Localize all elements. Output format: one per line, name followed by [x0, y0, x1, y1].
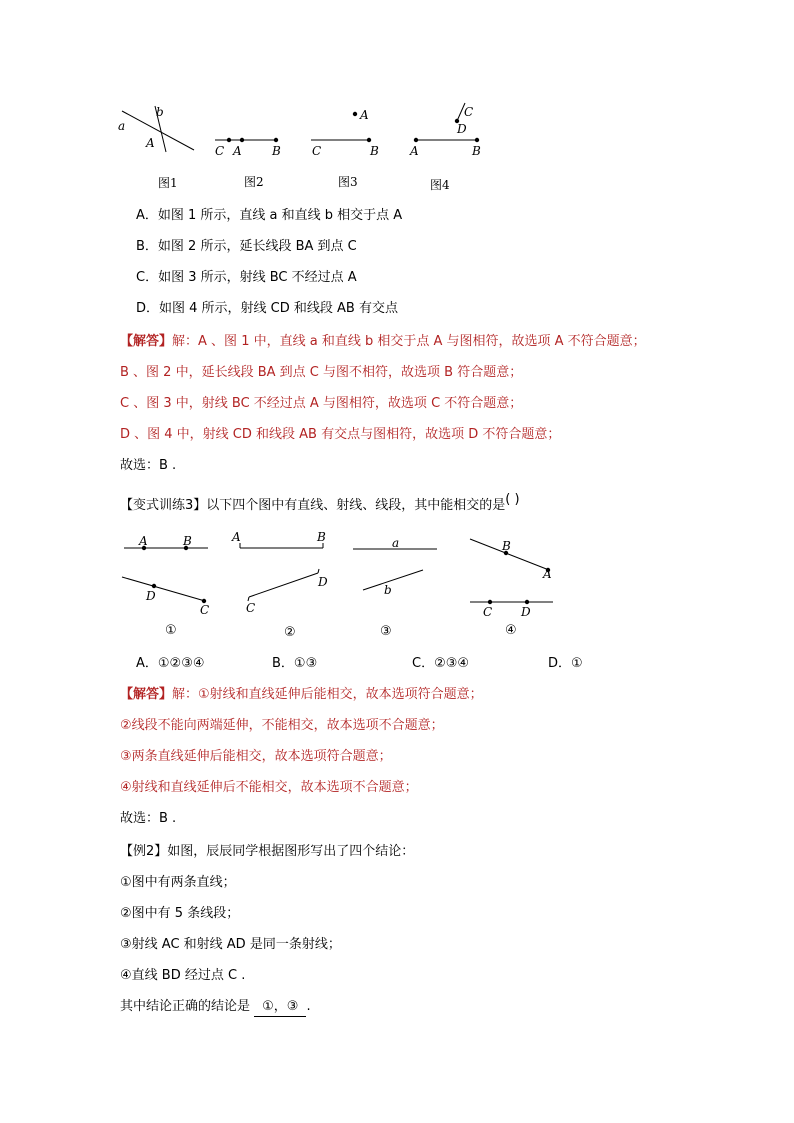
q1-answer-line-3: C 、图 3 中，射线 BC 不经过点 A 与图相符，故选项 C 不符合题意； — [120, 396, 523, 411]
q1-option-d: D．如图 4 所示，射线 CD 和线段 AB 有交点 — [136, 301, 398, 316]
q2-option-d: D．① — [548, 656, 583, 671]
fig8-label-B: B — [502, 539, 511, 553]
q3-statement-1: ①图中有两条直线； — [120, 875, 236, 890]
fig6-label-D: D — [318, 575, 328, 589]
fig1-caption: 图1 — [158, 176, 178, 190]
fig3-caption: 图3 — [338, 175, 358, 189]
q2-answer-prefix: 解： — [172, 687, 199, 702]
q2-answer-line-4: ④射线和直线延伸后不能相交，故本选项不合题意； — [120, 780, 418, 795]
fig3-label-C: C — [312, 144, 322, 158]
fig2-label-B: B — [272, 144, 281, 158]
fig8-number: ④ — [505, 623, 517, 638]
q3-statement-3: ③射线 AC 和射线 AD 是同一条射线； — [120, 937, 341, 952]
fig5-number: ① — [165, 623, 177, 638]
fig7-label-b: b — [384, 583, 392, 597]
q2-answer-line-2: ②线段不能向两端延伸，不能相交，故本选项不合题意； — [120, 718, 444, 733]
q3-conclusion-prefix: 其中结论正确的结论是 — [120, 999, 251, 1014]
q3-conclusion — [120, 998, 311, 1017]
q2-answer-line-1: ①射线和直线延伸后能相交，故本选项符合题意； — [198, 687, 483, 702]
q1-answer-prefix: 解： — [172, 334, 199, 349]
q3-title: 【例2】如图，辰辰同学根据图形写出了四个结论： — [120, 844, 415, 859]
q2-answer-first — [120, 686, 483, 704]
fig4-label-B: B — [472, 144, 481, 158]
fig8-label-D: D — [521, 605, 531, 619]
q2-answer-tag: 【解答】 — [120, 687, 173, 702]
fig7-number: ③ — [380, 624, 392, 639]
fig1-label-b: b — [156, 105, 164, 119]
q3-conclusion-suffix: . — [306, 999, 311, 1014]
fig5-label-B: B — [183, 534, 192, 548]
fig3-label-A: A — [360, 108, 369, 122]
q1-option-c: C．如图 3 所示，射线 BC 不经过点 A — [136, 270, 357, 285]
q3-statement-2: ②图中有 5 条线段； — [120, 906, 240, 921]
fig3-label-B: B — [370, 144, 379, 158]
fig5-label-D: D — [146, 589, 156, 603]
q1-answer-line-1: A 、图 1 中，直线 a 和直线 b 相交于点 A 与图相符，故选项 A 不符合题意； — [198, 334, 646, 349]
fig4-label-D: D — [457, 122, 467, 136]
fig2-label-A: A — [233, 144, 242, 158]
q2-option-c: C．②③④ — [412, 656, 470, 671]
fig6-label-C: C — [246, 601, 256, 615]
fig6-label-A: A — [232, 530, 241, 544]
q3-statement-4: ④直线 BD 经过点 C . — [120, 968, 246, 983]
q2-option-b: B．①③ — [272, 656, 318, 671]
fig5-label-A: A — [139, 534, 148, 548]
fig6-number: ② — [284, 625, 296, 640]
q1-option-b: B．如图 2 所示，延长线段 BA 到点 C — [136, 239, 357, 254]
fig8-label-C: C — [483, 605, 493, 619]
fig7-label-a: a — [392, 536, 400, 550]
q1-option-a: A．如图 1 所示，直线 a 和直线 b 相交于点 A — [136, 208, 403, 223]
q1-answer-tag: 【解答】 — [120, 334, 173, 349]
q2-choice: 故选：B . — [120, 811, 177, 826]
q2-paren: ( ) — [505, 492, 520, 507]
fig1-label-A: A — [146, 136, 155, 150]
fig2-label-C: C — [215, 144, 225, 158]
q2-title-text: 【变式训练3】以下四个图中有直线、射线、线段，其中能相交的是 — [120, 498, 506, 513]
fig4-label-C: C — [464, 105, 474, 119]
fig4-caption: 图4 — [430, 178, 450, 192]
q3-conclusion-answer: ①，③ — [254, 998, 306, 1017]
q2-option-a: A．①②③④ — [136, 656, 205, 671]
fig1-label-a: a — [118, 119, 126, 133]
q2-answer-line-3: ③两条直线延伸后能相交，故本选项符合题意； — [120, 749, 392, 764]
fig5-label-C: C — [200, 603, 210, 617]
q1-answer-line-4: D 、图 4 中，射线 CD 和线段 AB 有交点与图相符，故选项 D 不符合题意； — [120, 427, 561, 442]
fig8-label-A: A — [543, 567, 552, 581]
fig4-label-A: A — [410, 144, 419, 158]
fig6-label-B: B — [317, 530, 326, 544]
fig2-caption: 图2 — [244, 175, 264, 189]
q1-choice: 故选：B . — [120, 458, 177, 473]
q1-answer-line-2: B 、图 2 中，延长线段 BA 到点 C 与图不相符，故选项 B 符合题意； — [120, 365, 523, 380]
